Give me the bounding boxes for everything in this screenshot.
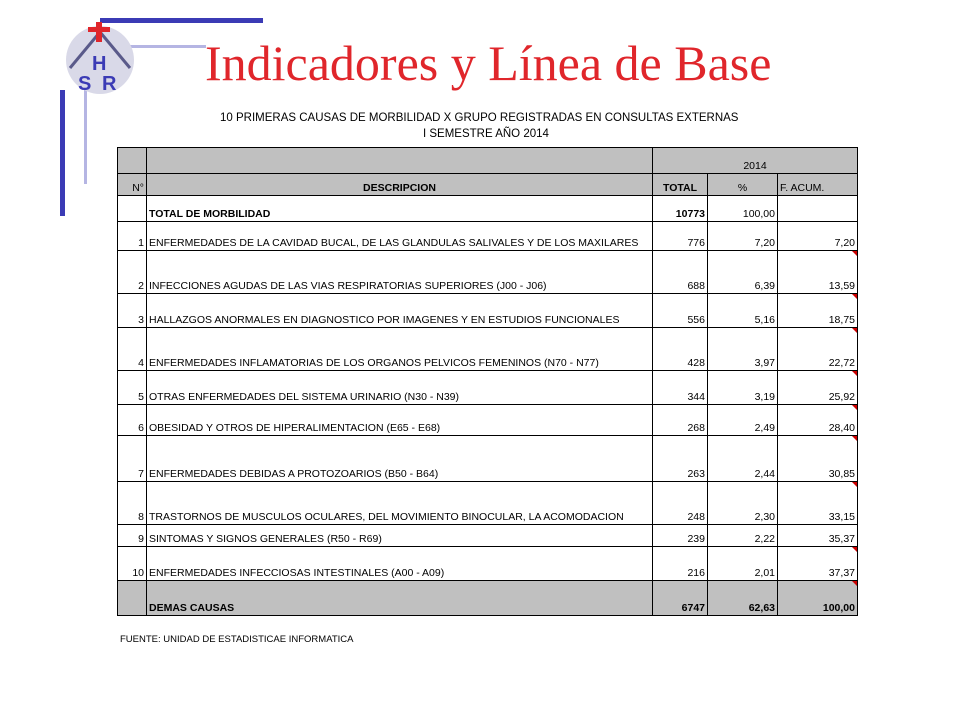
header-acum: F. ACUM.: [778, 174, 858, 196]
decor-bar-left: [60, 90, 65, 216]
table-header-year-row: [118, 148, 858, 174]
row-acum: 7,20: [778, 222, 858, 251]
row-acum: 33,15: [778, 482, 858, 525]
header-desc-top: [147, 148, 653, 174]
total-pct: 100,00: [708, 196, 778, 222]
header-desc: DESCRIPCION: [147, 174, 653, 196]
morbidity-table: [117, 147, 858, 616]
row-pct: 2,44: [708, 436, 778, 482]
other-acum: 100,00: [778, 581, 858, 616]
row-desc: ENFERMEDADES INFLAMATORIAS DE LOS ORGANOS PELVICOS FEMENINOS (N70 - N77): [147, 328, 653, 371]
row-desc: OTRAS ENFERMEDADES DEL SISTEMA URINARIO (N30 - N39): [147, 371, 653, 405]
row-pct: 5,16: [708, 294, 778, 328]
row-n: 1: [118, 222, 147, 251]
table-row: [118, 547, 858, 581]
row-pct: 2,01: [708, 547, 778, 581]
table-header-row: [118, 174, 858, 196]
total-desc: TOTAL DE MORBILIDAD: [147, 196, 653, 222]
row-desc: INFECCIONES AGUDAS DE LAS VIAS RESPIRATORIAS SUPERIORES (J00 - J06): [147, 251, 653, 294]
hospital-logo-icon: [62, 18, 142, 98]
table-row: [118, 251, 858, 294]
comment-marker: [852, 251, 857, 256]
logo-letter-s: S: [78, 73, 92, 95]
row-acum: 22,72: [778, 328, 858, 371]
row-total: 344: [653, 371, 708, 405]
comment-marker: [852, 436, 857, 441]
total-total: 10773: [653, 196, 708, 222]
row-desc: HALLAZGOS ANORMALES EN DIAGNOSTICO POR IMAGENES Y EN ESTUDIOS FUNCIONALES: [147, 294, 653, 328]
table-row: [118, 436, 858, 482]
row-acum: 28,40: [778, 405, 858, 436]
table-period: I SEMESTRE AÑO 2014: [423, 128, 549, 140]
row-total: 216: [653, 547, 708, 581]
row-n: 8: [118, 482, 147, 525]
page-title: Indicadores y Línea de Base: [205, 35, 772, 91]
table-row: [118, 482, 858, 525]
table-row: [118, 525, 858, 547]
table-row: [118, 405, 858, 436]
row-total: 263: [653, 436, 708, 482]
comment-marker: [852, 581, 857, 586]
row-desc: TRASTORNOS DE MUSCULOS OCULARES, DEL MOVIMIENTO BINOCULAR, LA ACOMODACION: [147, 482, 653, 525]
row-desc: ENFERMEDADES DEBIDAS A PROTOZOARIOS (B50 - B64): [147, 436, 653, 482]
row-n: 2: [118, 251, 147, 294]
row-n: 4: [118, 328, 147, 371]
total-acum: [778, 196, 858, 222]
table-row: [118, 294, 858, 328]
row-total: 239: [653, 525, 708, 547]
row-total: 268: [653, 405, 708, 436]
comment-marker: [852, 482, 857, 487]
row-desc: ENFERMEDADES INFECCIOSAS INTESTINALES (A00 - A09): [147, 547, 653, 581]
row-acum: 35,37: [778, 525, 858, 547]
header-n-top: [118, 148, 147, 174]
row-acum: 18,75: [778, 294, 858, 328]
row-acum: 13,59: [778, 251, 858, 294]
other-n: [118, 581, 147, 616]
header-year: 2014: [653, 148, 858, 174]
row-acum: 37,37: [778, 547, 858, 581]
row-n: 10: [118, 547, 147, 581]
row-desc: ENFERMEDADES DE LA CAVIDAD BUCAL, DE LAS GLANDULAS SALIVALES Y DE LOS MAXILARES: [147, 222, 653, 251]
row-total: 248: [653, 482, 708, 525]
row-total: 556: [653, 294, 708, 328]
logo-letter-h: H: [92, 53, 107, 75]
header-total: TOTAL: [653, 174, 708, 196]
row-n: 5: [118, 371, 147, 405]
row-n: 3: [118, 294, 147, 328]
row-desc: SINTOMAS Y SIGNOS GENERALES (R50 - R69): [147, 525, 653, 547]
comment-marker: [852, 405, 857, 410]
table-row: [118, 371, 858, 405]
row-pct: 3,19: [708, 371, 778, 405]
other-desc: DEMAS CAUSAS: [147, 581, 653, 616]
row-desc: OBESIDAD Y OTROS DE HIPERALIMENTACION (E65 - E68): [147, 405, 653, 436]
row-acum: 30,85: [778, 436, 858, 482]
row-pct: 2,30: [708, 482, 778, 525]
total-n: [118, 196, 147, 222]
table-row: [118, 222, 858, 251]
row-acum: 25,92: [778, 371, 858, 405]
comment-marker: [852, 371, 857, 376]
row-n: 9: [118, 525, 147, 547]
table-subtitle: 10 PRIMERAS CAUSAS DE MORBILIDAD X GRUPO REGISTRADAS EN CONSULTAS EXTERNAS: [220, 112, 739, 124]
other-pct: 62,63: [708, 581, 778, 616]
total-row: [118, 196, 858, 222]
comment-marker: [852, 294, 857, 299]
other-total: 6747: [653, 581, 708, 616]
header-pct: %: [708, 174, 778, 196]
row-pct: 7,20: [708, 222, 778, 251]
header-n: N°: [118, 174, 147, 196]
logo-letter-r: R: [102, 73, 117, 95]
row-pct: 2,49: [708, 405, 778, 436]
comment-marker: [852, 547, 857, 552]
row-n: 7: [118, 436, 147, 482]
row-total: 776: [653, 222, 708, 251]
source-note: FUENTE: UNIDAD DE ESTADISTICAE INFORMATICA: [120, 634, 354, 645]
other-causes-row: [118, 581, 858, 616]
row-pct: 3,97: [708, 328, 778, 371]
row-pct: 2,22: [708, 525, 778, 547]
row-n: 6: [118, 405, 147, 436]
row-total: 688: [653, 251, 708, 294]
comment-marker: [852, 328, 857, 333]
table-row: [118, 328, 858, 371]
row-pct: 6,39: [708, 251, 778, 294]
row-total: 428: [653, 328, 708, 371]
